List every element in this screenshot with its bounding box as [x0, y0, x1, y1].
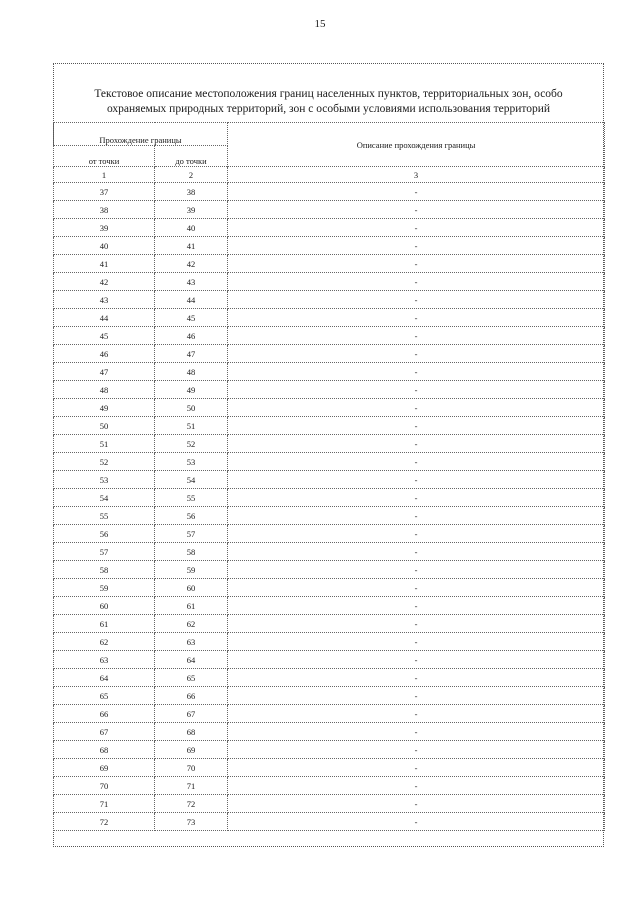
description-cell: -: [228, 525, 605, 543]
to-point-cell: 44: [155, 291, 228, 309]
from-point-cell: 60: [54, 597, 155, 615]
table-row: [54, 705, 605, 723]
to-point-cell: 39: [155, 201, 228, 219]
from-point-cell: 69: [54, 759, 155, 777]
to-point-cell: 72: [155, 795, 228, 813]
header-boundary-passage: Прохождение границы: [54, 123, 228, 146]
from-point-cell: 61: [54, 615, 155, 633]
to-point-cell: 59: [155, 561, 228, 579]
from-point-cell: 42: [54, 273, 155, 291]
from-point-cell: 67: [54, 723, 155, 741]
from-point-cell: 48: [54, 381, 155, 399]
from-point-cell: 57: [54, 543, 155, 561]
to-point-cell: 40: [155, 219, 228, 237]
from-point-cell: 55: [54, 507, 155, 525]
from-point-cell: 66: [54, 705, 155, 723]
column-number-3: 3: [228, 167, 605, 183]
description-cell: -: [228, 309, 605, 327]
from-point-cell: 68: [54, 741, 155, 759]
to-point-cell: 52: [155, 435, 228, 453]
description-cell: -: [228, 669, 605, 687]
table-row: [54, 633, 605, 651]
to-point-cell: 41: [155, 237, 228, 255]
table-row: [54, 381, 605, 399]
description-cell: -: [228, 201, 605, 219]
table-row: [54, 219, 605, 237]
to-point-cell: 49: [155, 381, 228, 399]
from-point-cell: 40: [54, 237, 155, 255]
description-cell: -: [228, 363, 605, 381]
from-point-cell: 65: [54, 687, 155, 705]
table-row: [54, 309, 605, 327]
description-cell: -: [228, 327, 605, 345]
to-point-cell: 47: [155, 345, 228, 363]
to-point-cell: 63: [155, 633, 228, 651]
from-point-cell: 43: [54, 291, 155, 309]
table-row: [54, 579, 605, 597]
description-cell: -: [228, 345, 605, 363]
description-cell: -: [228, 705, 605, 723]
description-cell: -: [228, 381, 605, 399]
header-description: Описание прохождения границы: [228, 123, 605, 167]
description-cell: -: [228, 813, 605, 831]
document-title-line-2: охраняемых природных территорий, зон с особыми условиями использования территорий: [106, 103, 551, 115]
table-row: [54, 201, 605, 219]
description-cell: -: [228, 687, 605, 705]
to-point-cell: 54: [155, 471, 228, 489]
boundary-table: [53, 122, 605, 831]
from-point-cell: 46: [54, 345, 155, 363]
from-point-cell: 54: [54, 489, 155, 507]
from-point-cell: 63: [54, 651, 155, 669]
document-title-line-1: Текстовое описание местоположения границ населенных пунктов, территориальных зон, особо: [94, 88, 563, 100]
from-point-cell: 53: [54, 471, 155, 489]
table-row: [54, 795, 605, 813]
description-cell: -: [228, 273, 605, 291]
to-point-cell: 57: [155, 525, 228, 543]
from-point-cell: 72: [54, 813, 155, 831]
description-cell: -: [228, 435, 605, 453]
from-point-cell: 71: [54, 795, 155, 813]
table-row: [54, 417, 605, 435]
description-cell: -: [228, 255, 605, 273]
description-cell: -: [228, 795, 605, 813]
from-point-cell: 37: [54, 183, 155, 201]
to-point-cell: 62: [155, 615, 228, 633]
from-point-cell: 56: [54, 525, 155, 543]
table-body: [54, 183, 605, 831]
to-point-cell: 55: [155, 489, 228, 507]
to-point-cell: 66: [155, 687, 228, 705]
table-row: [54, 615, 605, 633]
to-point-cell: 65: [155, 669, 228, 687]
from-point-cell: 64: [54, 669, 155, 687]
table-row: [54, 327, 605, 345]
to-point-cell: 50: [155, 399, 228, 417]
from-point-cell: 39: [54, 219, 155, 237]
table-row: [54, 363, 605, 381]
table-row: [54, 651, 605, 669]
description-cell: -: [228, 579, 605, 597]
to-point-cell: 46: [155, 327, 228, 345]
table-row: [54, 345, 605, 363]
table-row: [54, 741, 605, 759]
table-row: [54, 291, 605, 309]
to-point-cell: 64: [155, 651, 228, 669]
table-row: [54, 435, 605, 453]
to-point-cell: 61: [155, 597, 228, 615]
description-cell: -: [228, 651, 605, 669]
from-point-cell: 47: [54, 363, 155, 381]
description-cell: -: [228, 543, 605, 561]
from-point-cell: 52: [54, 453, 155, 471]
description-cell: -: [228, 615, 605, 633]
table-row: [54, 183, 605, 201]
to-point-cell: 43: [155, 273, 228, 291]
from-point-cell: 62: [54, 633, 155, 651]
table-row: [54, 597, 605, 615]
table-row: [54, 723, 605, 741]
description-cell: -: [228, 399, 605, 417]
table-row: [54, 507, 605, 525]
to-point-cell: 73: [155, 813, 228, 831]
to-point-cell: 51: [155, 417, 228, 435]
to-point-cell: 45: [155, 309, 228, 327]
to-point-cell: 60: [155, 579, 228, 597]
table-row: [54, 453, 605, 471]
description-cell: -: [228, 489, 605, 507]
to-point-cell: 38: [155, 183, 228, 201]
description-cell: -: [228, 777, 605, 795]
description-cell: -: [228, 471, 605, 489]
description-cell: -: [228, 633, 605, 651]
to-point-cell: 69: [155, 741, 228, 759]
description-cell: -: [228, 291, 605, 309]
table-row: [54, 255, 605, 273]
table-row: [54, 813, 605, 831]
table-row: [54, 273, 605, 291]
table-row: [54, 525, 605, 543]
to-point-cell: 53: [155, 453, 228, 471]
description-cell: -: [228, 507, 605, 525]
description-cell: -: [228, 219, 605, 237]
document-title: [53, 87, 604, 117]
from-point-cell: 41: [54, 255, 155, 273]
description-cell: -: [228, 741, 605, 759]
table-row: [54, 543, 605, 561]
from-point-cell: 51: [54, 435, 155, 453]
table-row: [54, 399, 605, 417]
table-row: [54, 687, 605, 705]
table-row: [54, 489, 605, 507]
table-row: [54, 237, 605, 255]
from-point-cell: 50: [54, 417, 155, 435]
column-number-2: 2: [155, 167, 228, 183]
header-to-point: до точки: [155, 146, 228, 167]
to-point-cell: 48: [155, 363, 228, 381]
from-point-cell: 44: [54, 309, 155, 327]
from-point-cell: 70: [54, 777, 155, 795]
page-number: 15: [314, 18, 326, 30]
table-row: [54, 759, 605, 777]
from-point-cell: 49: [54, 399, 155, 417]
table-row: [54, 471, 605, 489]
to-point-cell: 68: [155, 723, 228, 741]
table-row: [54, 561, 605, 579]
description-cell: -: [228, 561, 605, 579]
table-row: [54, 669, 605, 687]
from-point-cell: 38: [54, 201, 155, 219]
description-cell: -: [228, 759, 605, 777]
table-row: [54, 777, 605, 795]
to-point-cell: 70: [155, 759, 228, 777]
column-number-1: 1: [54, 167, 155, 183]
from-point-cell: 45: [54, 327, 155, 345]
to-point-cell: 58: [155, 543, 228, 561]
to-point-cell: 56: [155, 507, 228, 525]
description-cell: -: [228, 723, 605, 741]
description-cell: -: [228, 237, 605, 255]
to-point-cell: 42: [155, 255, 228, 273]
description-cell: -: [228, 597, 605, 615]
to-point-cell: 71: [155, 777, 228, 795]
to-point-cell: 67: [155, 705, 228, 723]
description-cell: -: [228, 453, 605, 471]
description-cell: -: [228, 417, 605, 435]
from-point-cell: 58: [54, 561, 155, 579]
from-point-cell: 59: [54, 579, 155, 597]
description-cell: -: [228, 183, 605, 201]
header-from-point: от точки: [54, 146, 155, 167]
